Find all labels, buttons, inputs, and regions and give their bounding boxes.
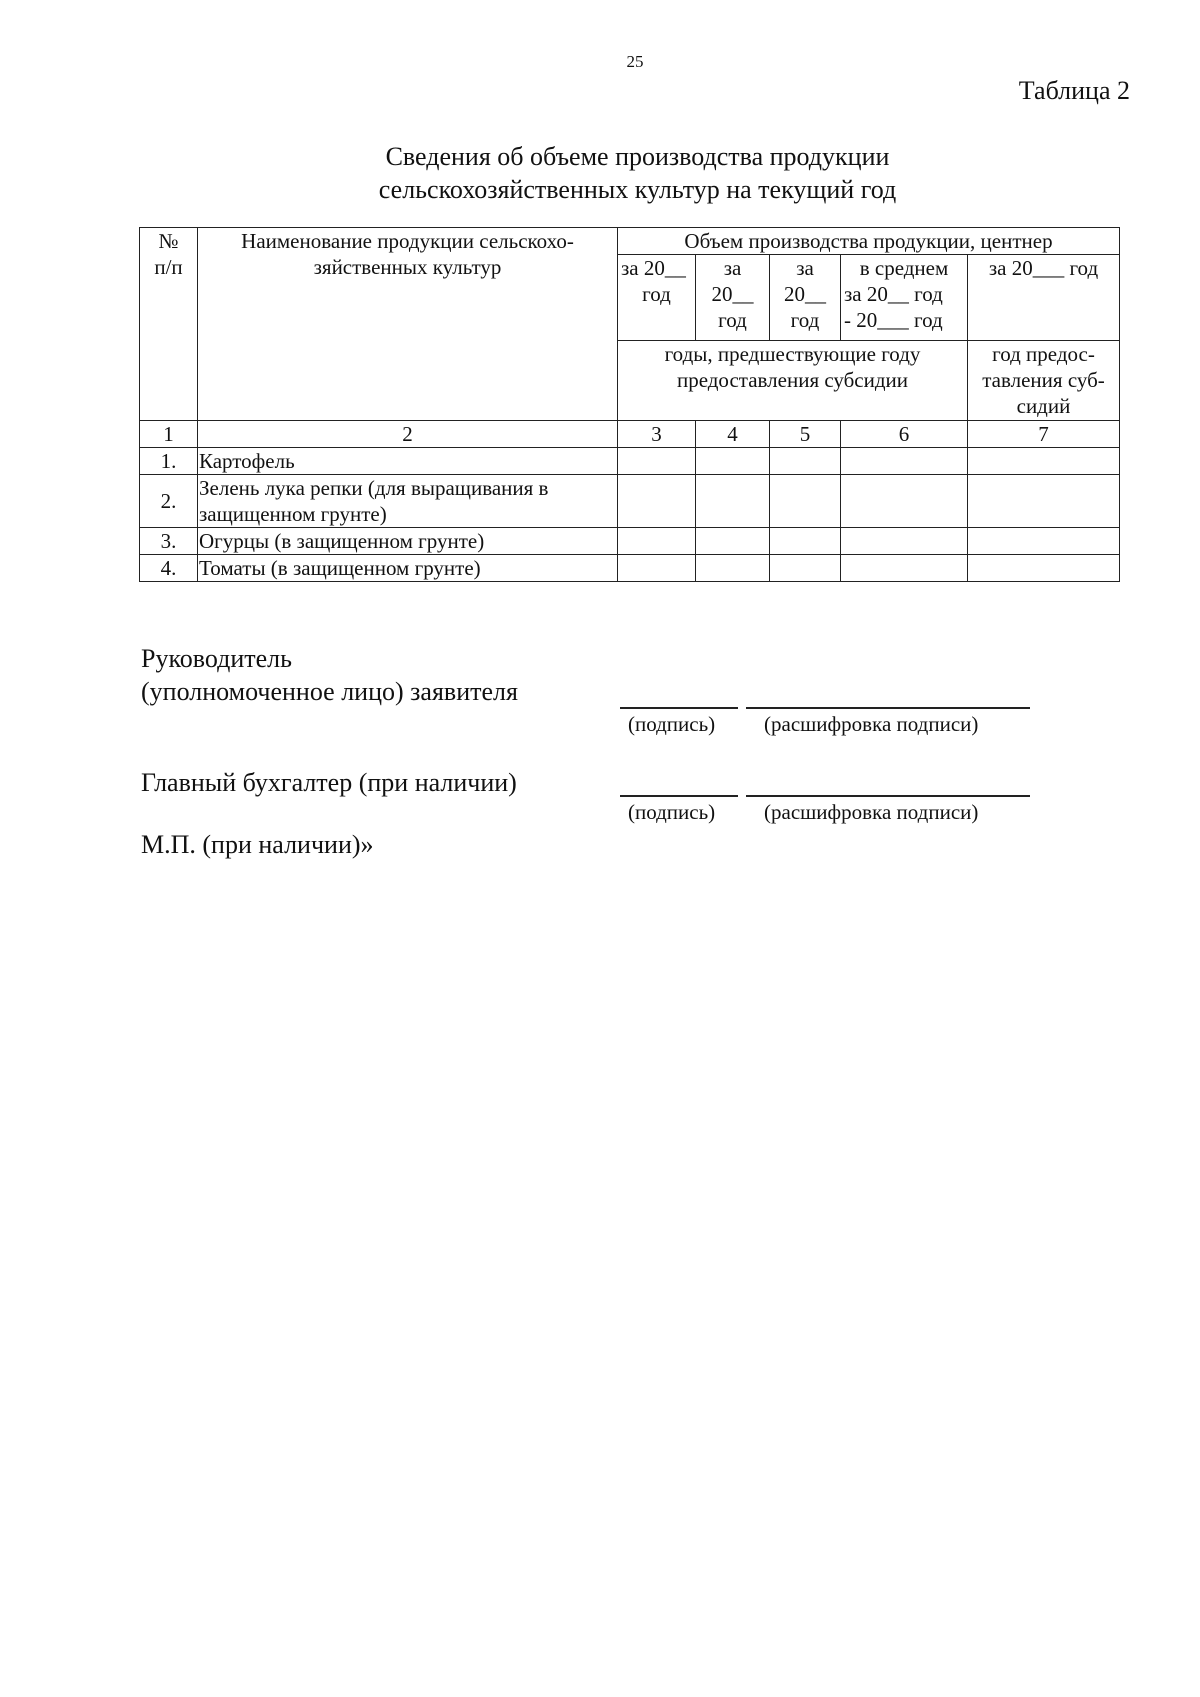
year-col3-line2: 20__ (784, 282, 826, 306)
row-cell (618, 528, 696, 555)
row-cell (618, 555, 696, 582)
subsidy-year-line3: сидий (1016, 394, 1071, 418)
header-subsidy-year (968, 341, 1119, 419)
header-num-line2: п/п (154, 255, 183, 279)
title-line-1: Сведения об объеме производства продукции (385, 142, 890, 171)
table-row (140, 528, 1120, 555)
row-product-name-line1: Зелень лука репки (для выращивания в (199, 476, 549, 500)
accountant-decoding-line (746, 795, 1030, 797)
row-cell (770, 475, 841, 528)
document-title (300, 140, 975, 206)
header-volume: Объем производства продукции, центнер (618, 228, 1120, 255)
row-product-name: Картофель (198, 448, 618, 475)
table-row (140, 475, 1120, 528)
header-name-line1: Наименование продукции сельскохо- (241, 229, 574, 253)
row-cell (841, 528, 968, 555)
row-index: 3. (140, 528, 198, 555)
column-number-row (140, 421, 1120, 448)
head-decoding-caption: (расшифровка подписи) (764, 712, 979, 736)
row-product-name (198, 475, 618, 528)
column-number: 6 (841, 421, 968, 448)
year-col1-line1: за 20__ (621, 256, 686, 280)
row-cell (618, 448, 696, 475)
row-cell (696, 475, 770, 528)
accountant-label: Главный бухгалтер (при наличии) (141, 768, 517, 797)
header-year-col-1 (618, 255, 696, 341)
title-line-2: сельскохозяйственных культур на текущий год (378, 175, 897, 204)
head-signature-caption: (подпись) (628, 712, 716, 736)
header-previous-years (618, 341, 968, 421)
row-product-name-line2: защищенном грунте) (199, 502, 387, 526)
row-index: 1. (140, 448, 198, 475)
row-cell (770, 528, 841, 555)
column-number: 1 (140, 421, 198, 448)
page-number: 25 (626, 52, 644, 71)
year-col2-line3: год (718, 308, 747, 332)
row-cell (968, 475, 1120, 528)
header-num (140, 228, 198, 421)
row-product-name: Томаты (в защищенном грунте) (198, 555, 618, 582)
header-name-line2: зяйственных культур (313, 255, 502, 279)
production-volume-table (139, 227, 1120, 582)
table-label: Таблица 2 (1018, 76, 1130, 105)
year-col3-line3: год (790, 308, 820, 332)
header-current-year-cell (968, 255, 1120, 421)
header-year-col-2 (696, 255, 770, 341)
table-row (140, 448, 1120, 475)
header-current-year: за 20___ год (968, 255, 1119, 341)
row-cell (696, 528, 770, 555)
row-cell (696, 555, 770, 582)
avg-col-line1: в среднем (859, 256, 949, 280)
table-row (140, 555, 1120, 582)
column-number: 3 (618, 421, 696, 448)
stamp-label: М.П. (при наличии)» (141, 830, 374, 859)
header-num-line1: № (158, 229, 179, 253)
accountant-signature-line (620, 795, 738, 797)
row-cell (618, 475, 696, 528)
column-number: 7 (968, 421, 1120, 448)
accountant-signature-caption: (подпись) (628, 800, 716, 824)
subsidy-year-line2: тавления суб- (982, 368, 1105, 392)
row-cell (968, 528, 1120, 555)
head-label-line1: Руководитель (141, 644, 292, 673)
header-name (198, 228, 618, 421)
year-col2-line2: 20__ (711, 282, 754, 306)
accountant-decoding-caption: (расшифровка подписи) (764, 800, 979, 824)
row-cell (770, 448, 841, 475)
column-number: 4 (696, 421, 770, 448)
row-cell (841, 555, 968, 582)
row-product-name: Огурцы (в защищенном грунте) (198, 528, 618, 555)
column-number: 2 (198, 421, 618, 448)
subsidy-year-line1: год предос- (992, 342, 1095, 366)
year-col2-line1: за (723, 256, 742, 280)
year-col3-line1: за (796, 256, 814, 280)
year-col1-line2: год (642, 282, 671, 306)
head-signature-label (141, 642, 518, 708)
row-cell (841, 448, 968, 475)
row-index: 2. (140, 475, 198, 528)
head-decoding-line (746, 707, 1030, 709)
row-cell (841, 475, 968, 528)
row-cell (770, 555, 841, 582)
header-average-col (841, 255, 968, 341)
prev-years-line2: предоставления субсидии (676, 368, 909, 392)
avg-col-line2: за 20__ год (844, 282, 943, 306)
row-index: 4. (140, 555, 198, 582)
row-cell (696, 448, 770, 475)
avg-col-line3: - 20___ год (844, 308, 943, 332)
header-year-col-3 (770, 255, 841, 341)
row-cell (968, 448, 1120, 475)
column-number: 5 (770, 421, 841, 448)
prev-years-line1: годы, предшествующие году (664, 342, 921, 366)
row-cell (968, 555, 1120, 582)
head-signature-line (620, 707, 738, 709)
head-label-line2: (уполномоченное лицо) заявителя (141, 677, 518, 706)
